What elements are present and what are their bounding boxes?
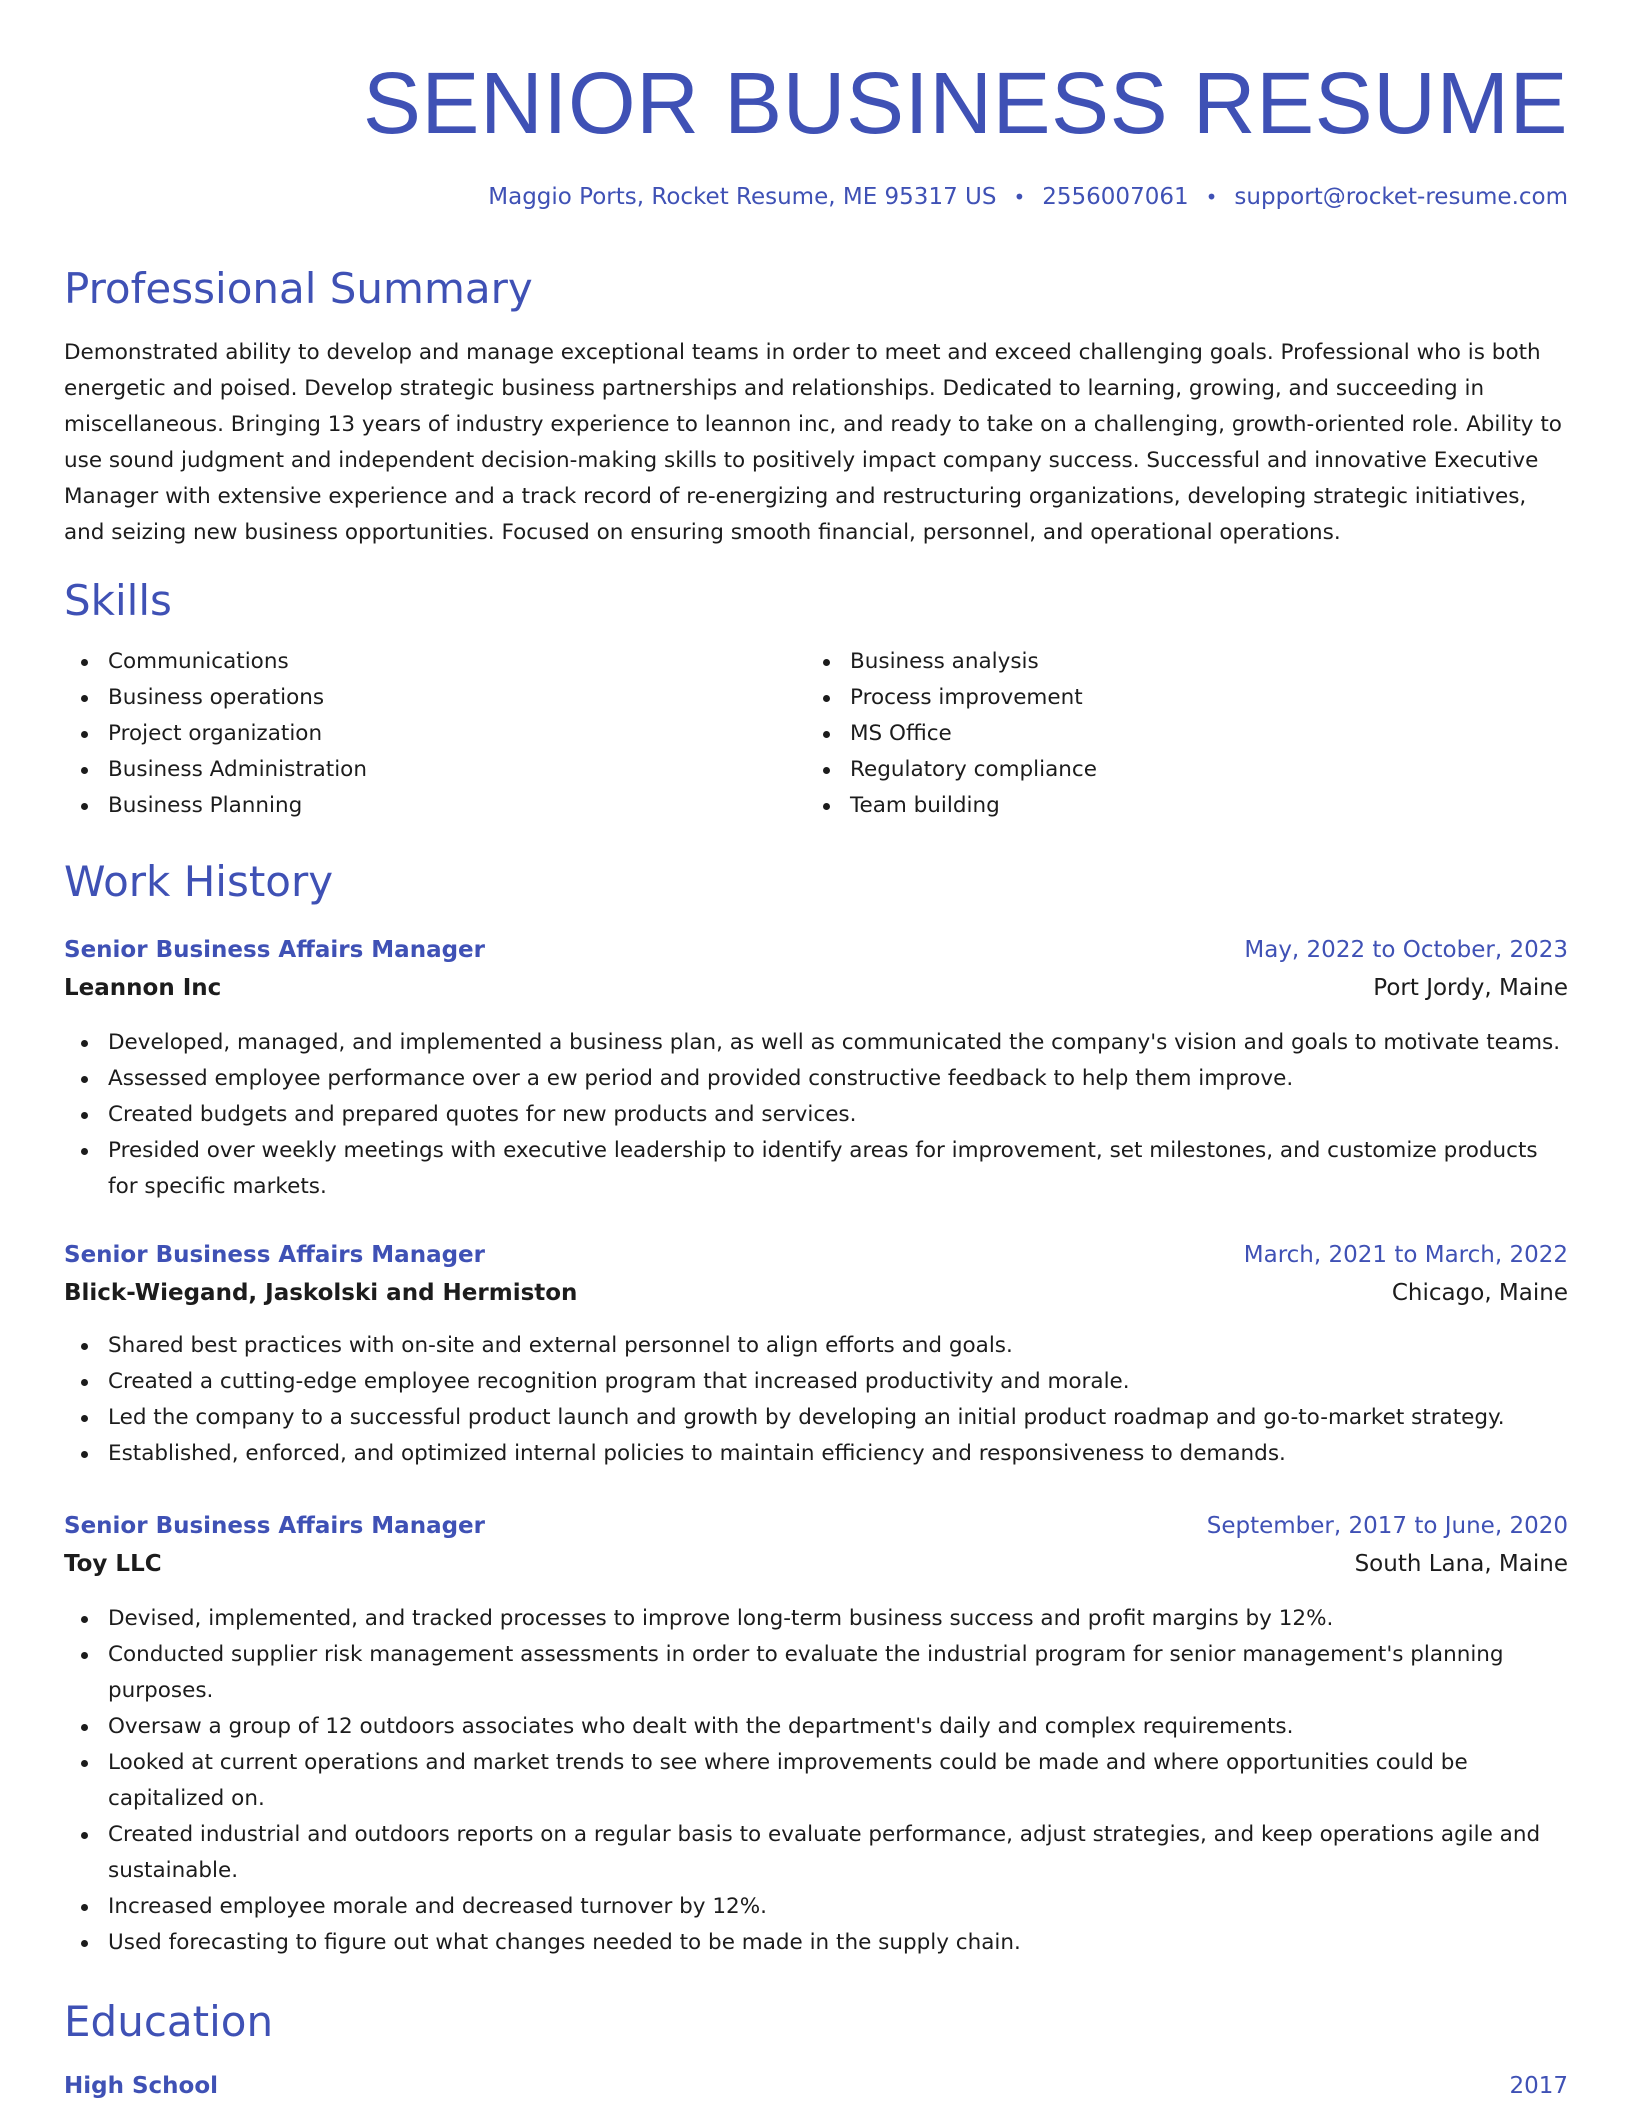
contact-address: Maggio Ports, Rocket Resume, ME 95317 US (488, 184, 997, 210)
job-bullet: Assessed employee performance over a ew period and provided constructive feedback to help them improve. (64, 1061, 1568, 1097)
job-bullet: Used forecasting to figure out what changes needed to be made in the supply chain. (64, 1925, 1568, 1961)
skill-item: Regulatory compliance (806, 752, 1506, 788)
education-year: 2017 (1509, 2073, 1568, 2099)
job-bullets (64, 1328, 1568, 1472)
job-dates: September, 2017 to June, 2020 (1206, 1513, 1568, 1539)
job-location: South Lana, Maine (1354, 1551, 1568, 1577)
contact-email[interactable]: support@rocket-resume.com (1234, 184, 1568, 210)
summary-text: Demonstrated ability to develop and manage exceptional teams in order to meet and exceed challenging goals. Professional who is both energetic and poised. Develop strategic business partnerships and relationships. Dedicated to learning, growing, and succeeding in miscellaneous. Bringing 13 years of industry experience to leannon inc, and ready to take on a challenging, growth-oriented role. Ability to use sound judgment and independent decision-making skills to positively impact company success. Successful and innovative Executive Manager with extensive experience and a track record of re-energizing and restructuring organizations, developing strategic initiatives, and seizing new business opportunities. Focused on ensuring smooth financial, personnel, and operational operations. (64, 340, 1562, 545)
skill-item: MS Office (806, 716, 1506, 752)
skills-list-right (806, 644, 1506, 824)
job-bullet: Devised, implemented, and tracked processes to improve long-term business success and profit margins by 12%. (64, 1601, 1568, 1637)
skill-item: Team building (806, 788, 1506, 824)
skill-item: Process improvement (806, 680, 1506, 716)
work-heading: Work History (64, 857, 334, 906)
job-header (64, 1510, 1568, 1586)
education-title: High School (64, 2073, 219, 2099)
job-location: Chicago, Maine (1391, 1280, 1568, 1306)
skill-item: Business operations (64, 680, 764, 716)
job-bullet: Increased employee morale and decreased turnover by 12%. (64, 1889, 1568, 1925)
job-bullet: Oversaw a group of 12 outdoors associates who dealt with the department's daily and complex requirements. (64, 1709, 1568, 1745)
job-company: Leannon Inc (64, 975, 222, 1001)
contact-separator: • (1013, 185, 1026, 209)
skill-item: Business analysis (806, 644, 1506, 680)
skill-item: Business Administration (64, 752, 764, 788)
skills-list-left (64, 644, 764, 824)
job-bullet: Developed, managed, and implemented a business plan, as well as communicated the company's vision and goals to motivate teams. (64, 1025, 1568, 1061)
skill-item: Business Planning (64, 788, 764, 824)
job-bullets (64, 1025, 1568, 1205)
summary-heading: Professional Summary (64, 264, 533, 313)
job-company: Toy LLC (64, 1551, 162, 1577)
job-bullet: Looked at current operations and market trends to see where improvements could be made and where opportunities could be capitalized on. (64, 1745, 1568, 1817)
job-dates: March, 2021 to March, 2022 (1243, 1242, 1568, 1268)
job-title: Senior Business Affairs Manager (64, 937, 485, 963)
job-bullet: Created budgets and prepared quotes for new products and services. (64, 1097, 1568, 1133)
job-title: Senior Business Affairs Manager (64, 1513, 485, 1539)
job-bullet: Presided over weekly meetings with executive leadership to identify areas for improvement, set milestones, and customize products for specific markets. (64, 1133, 1568, 1205)
job-bullets (64, 1601, 1568, 1961)
skill-item: Communications (64, 644, 764, 680)
job-header (64, 934, 1568, 1010)
skills-heading: Skills (64, 576, 172, 625)
job-title: Senior Business Affairs Manager (64, 1242, 485, 1268)
job-company: Blick-Wiegand, Jaskolski and Hermiston (64, 1280, 578, 1306)
job-location: Port Jordy, Maine (1373, 975, 1568, 1001)
job-bullet: Shared best practices with on-site and external personnel to align efforts and goals. (64, 1328, 1568, 1364)
education-entry (64, 2070, 1568, 2106)
job-bullet: Created industrial and outdoors reports on a regular basis to evaluate performance, adjust strategies, and keep operations agile and sustainable. (64, 1817, 1568, 1889)
job-bullet: Led the company to a successful product launch and growth by developing an initial product roadmap and go-to-market strategy. (64, 1400, 1568, 1436)
contact-separator: • (1205, 185, 1218, 209)
job-bullet: Created a cutting-edge employee recognition program that increased productivity and morale. (64, 1364, 1568, 1400)
skill-item: Project organization (64, 716, 764, 752)
contact-phone: 2556007061 (1042, 184, 1189, 210)
job-bullet: Conducted supplier risk management assessments in order to evaluate the industrial program for senior management's planning purposes. (64, 1637, 1568, 1709)
contact-line (488, 181, 1568, 213)
resume-name: SENIOR BUSINESS RESUME (362, 55, 1568, 152)
job-header (64, 1239, 1568, 1315)
education-heading: Education (64, 1997, 274, 2046)
job-bullet: Established, enforced, and optimized internal policies to maintain efficiency and responsiveness to demands. (64, 1436, 1568, 1472)
job-dates: May, 2022 to October, 2023 (1244, 937, 1568, 963)
